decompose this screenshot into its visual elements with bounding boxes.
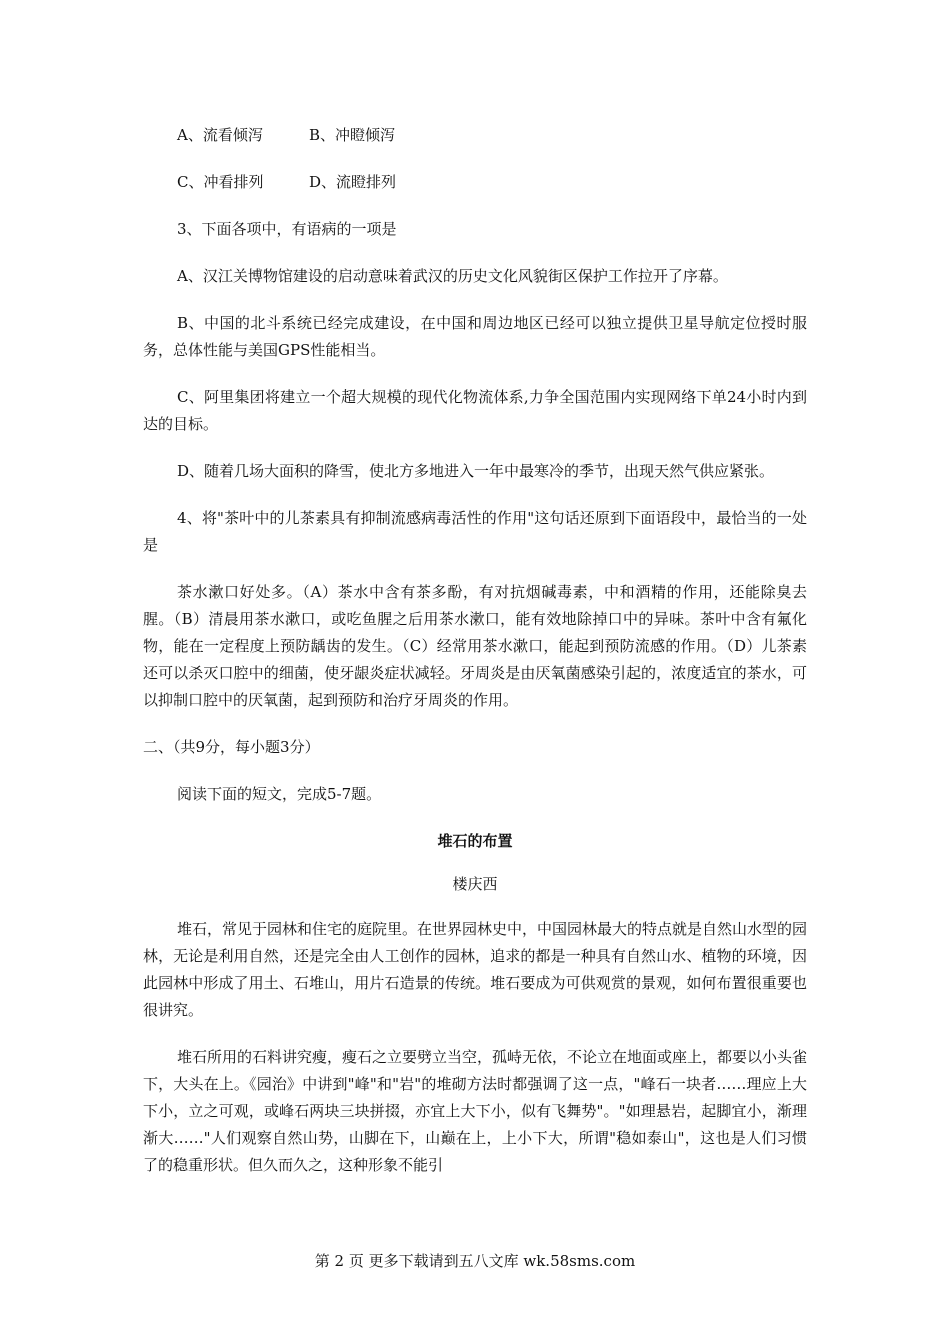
article-title: 堆石的布置 — [437, 832, 513, 850]
page-content — [143, 122, 807, 1199]
section-2-instruction: 阅读下面的短文，完成5-7题。 — [177, 785, 382, 803]
q3-option-c: C、阿里集团将建立一个超大规模的现代化物流体系,力争全国范围内实现网络下单24小时内到达的目标。 — [143, 388, 807, 433]
q4-stem: 4、将"茶叶中的儿茶素具有抑制流感病毒活性的作用"这句话还原到下面语段中，最恰当的一处是 — [143, 509, 807, 554]
q2-options-row-2 — [143, 169, 807, 196]
q2-option-d: D、流瞪排列 — [309, 173, 397, 191]
article-paragraph-2: 堆石所用的石料讲究瘦，瘦石之立要劈立当空，孤峙无依，不论立在地面或座上，都要以小头雀下，大头在上。《园治》中讲到"峰"和"岩"的堆砌方法时都强调了这一点，"峰石一块者……理应上大下小，立之可观，或峰石两块三块拼掇，亦宜上大下小，似有飞舞势"。"如理悬岩，起脚宜小，渐理渐大……"人们观察自然山势，山脚在下，山巅在上，上小下大，所谓"稳如泰山"，这也是人们习惯了的稳重形状。但久而久之，这种形象不能引 — [143, 1048, 808, 1174]
article-author: 楼庆西 — [452, 875, 498, 893]
q3-stem: 3、下面各项中，有语病的一项是 — [177, 220, 397, 238]
q3-option-b: B、中国的北斗系统已经完成建设，在中国和周边地区已经可以独立提供卫星导航定位授时服务，总体性能与美国GPS性能相当。 — [143, 314, 807, 359]
section-2-heading: 二、（共9分，每小题3分） — [143, 738, 320, 756]
q3-option-a: A、汉江关博物馆建设的启动意味着武汉的历史文化风貌街区保护工作拉开了序幕。 — [177, 267, 728, 285]
q2-option-b: B、冲瞪倾泻 — [309, 126, 396, 144]
article-paragraph-1: 堆石，常见于园林和住宅的庭院里。在世界园林史中，中国园林最大的特点就是自然山水型的园林，无论是利用自然，还是完全由人工创作的园林，追求的都是一种具有自然山水、植物的环境，因此园林中形成了用土、石堆山，用片石造景的传统。堆石要成为可供观赏的景观，如何布置很重要也很讲究。 — [143, 920, 808, 1019]
q2-options-row-1 — [143, 122, 807, 149]
q2-option-c: C、冲看排列 — [177, 173, 264, 191]
q2-option-a: A、流看倾泻 — [177, 126, 263, 144]
q3-option-d: D、随着几场大面积的降雪，使北方多地进入一年中最寒冷的季节，出现天然气供应紧张。 — [177, 462, 775, 480]
page-footer: 第 2 页 更多下载请到五八文库 wk.58sms.com — [314, 1252, 636, 1270]
q4-passage: 茶水漱口好处多。（A）茶水中含有茶多酚，有对抗烟碱毒素，中和酒精的作用，还能除臭去腥。（B）清晨用茶水漱口，或吃鱼腥之后用茶水漱口，能有效地除掉口中的异味。茶叶中含有氟化物，能在一定程度上预防龋齿的发生。（C）经常用茶水漱口，能起到预防流感的作用。（D）儿茶素还可以杀灭口腔中的细菌，使牙龈炎症状减轻。牙周炎是由厌氧菌感染引起的，浓度适宜的茶水，可以抑制口腔中的厌氧菌，起到预防和治疗牙周炎的作用。 — [143, 583, 807, 709]
